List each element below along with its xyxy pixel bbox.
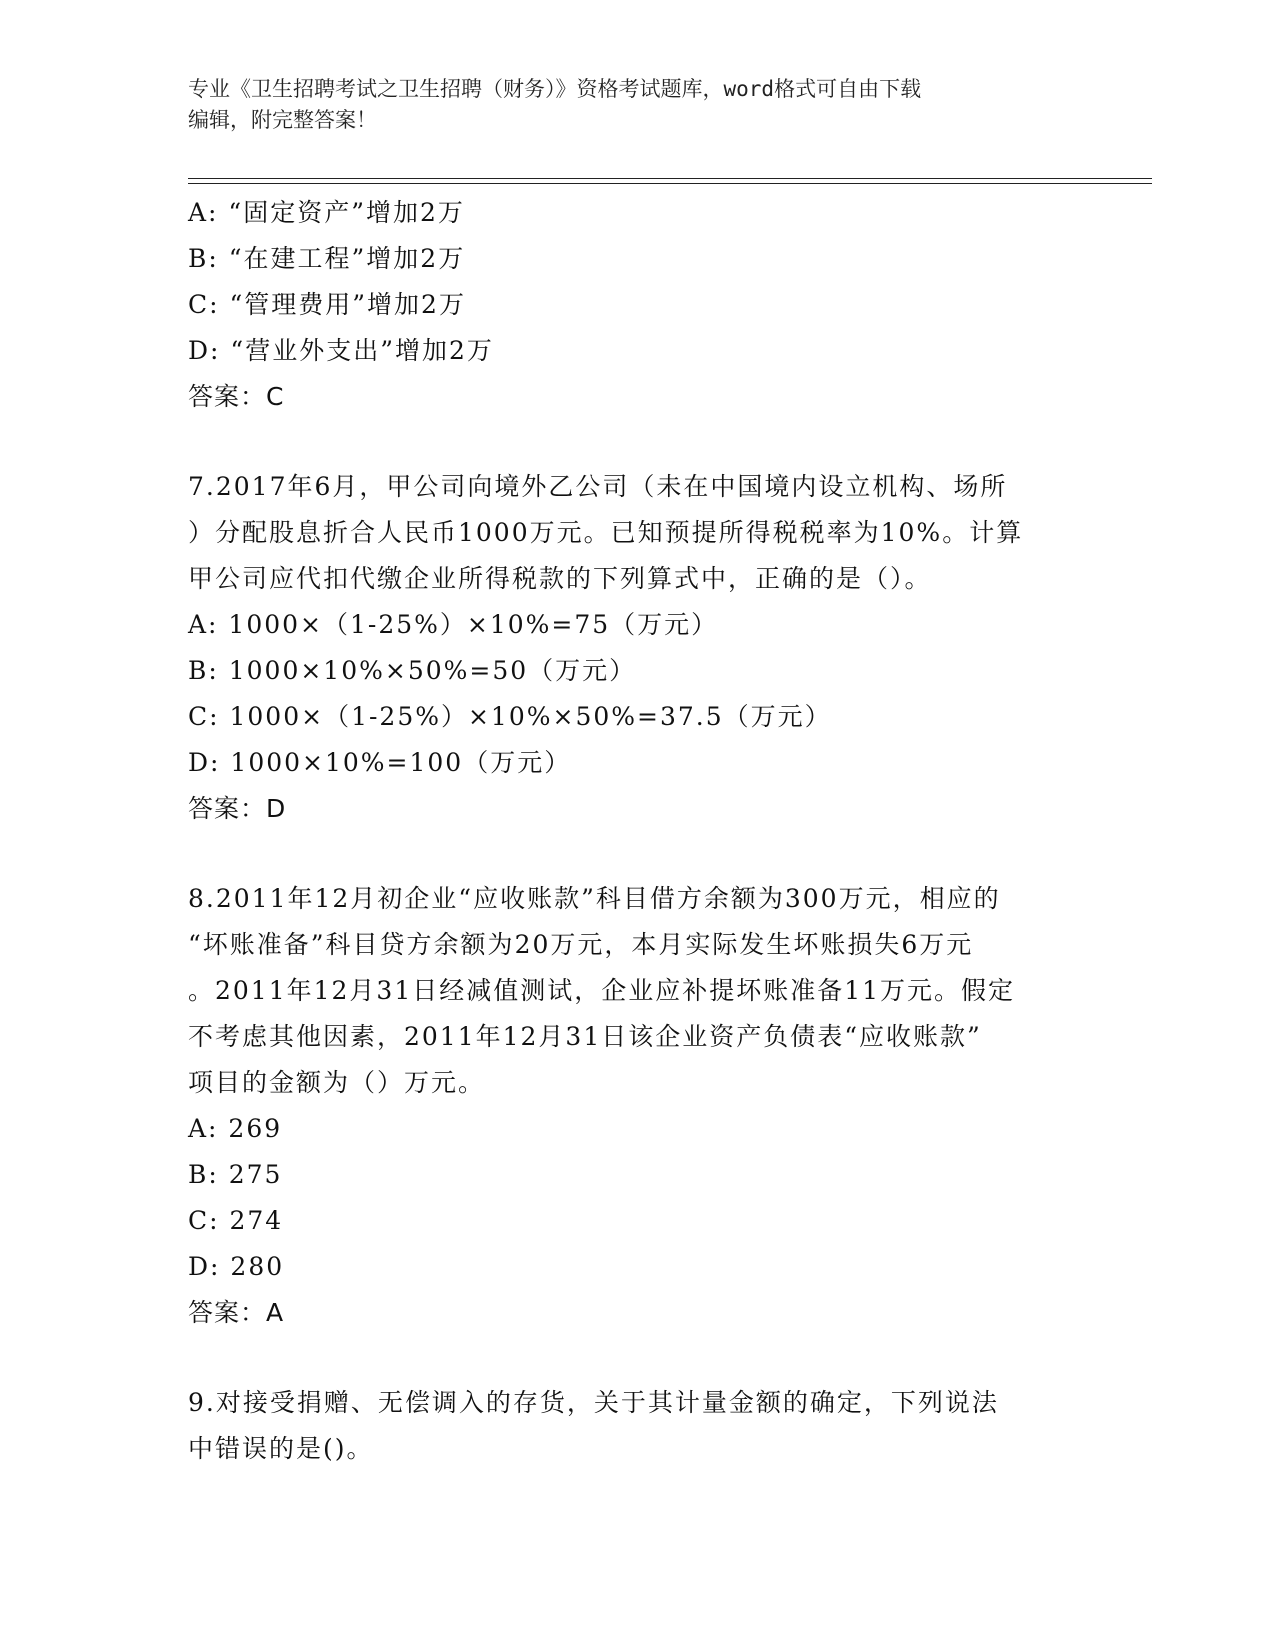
page-header	[188, 74, 1088, 136]
header-divider-bottom	[188, 183, 1152, 184]
answer-line: 答案：D	[188, 794, 287, 823]
option-d: D: 280	[188, 1252, 285, 1281]
question-text-line: 9.对接受捐赠、无偿调入的存货，关于其计量金额的确定，下列说法	[188, 1388, 999, 1417]
question-text-line: “坏账准备”科目贷方余额为20万元，本月实际发生坏账损失6万元	[188, 930, 974, 959]
spacer	[188, 420, 1088, 464]
answer-line: 答案：C	[188, 382, 285, 411]
option-b: B: 275	[188, 1160, 283, 1189]
option-a: A: 269	[188, 1114, 283, 1143]
option-c: C: “管理费用”增加2万	[188, 290, 466, 319]
header-divider-top	[188, 178, 1152, 179]
question-text-line: 项目的金额为（）万元。	[188, 1068, 486, 1097]
option-a: A: “固定资产”增加2万	[188, 198, 465, 227]
option-b: B: “在建工程”增加2万	[188, 244, 466, 273]
spacer	[188, 1336, 1088, 1380]
question-text-line: 中错误的是()。	[188, 1434, 374, 1463]
option-a: A: 1000×（1-25%）×10%=75（万元）	[188, 610, 719, 639]
question-text-line: 不考虑其他因素，2011年12月31日该企业资产负债表“应收账款”	[188, 1022, 982, 1051]
question-content	[188, 190, 1088, 1472]
option-c: C: 1000×（1-25%）×10%×50%=37.5（万元）	[188, 702, 832, 731]
header-line-2: 编辑，附完整答案！	[188, 108, 377, 132]
option-c: C: 274	[188, 1206, 284, 1235]
question-6-block	[188, 190, 1088, 420]
option-d: D: 1000×10%=100（万元）	[188, 748, 572, 777]
spacer	[188, 832, 1088, 876]
question-7-block	[188, 464, 1088, 832]
question-text-line: 。2011年12月31日经减值测试，企业应补提坏账准备11万元。假定	[188, 976, 1016, 1005]
option-d: D: “营业外支出”增加2万	[188, 336, 494, 365]
option-b: B: 1000×10%×50%=50（万元）	[188, 656, 637, 685]
question-text-line: ）分配股息折合人民币1000万元。已知预提所得税税率为10%。计算	[188, 518, 1024, 547]
answer-line: 答案：A	[188, 1298, 285, 1327]
question-text-line: 甲公司应代扣代缴企业所得税款的下列算式中，正确的是（）。	[188, 564, 932, 593]
question-text-line: 8.2011年12月初企业“应收账款”科目借方余额为300万元，相应的	[188, 884, 1001, 913]
question-text-line: 7.2017年6月，甲公司向境外乙公司（未在中国境内设立机构、场所	[188, 472, 1008, 501]
header-line-1: 专业《卫生招聘考试之卫生招聘（财务）》资格考试题库，word格式可自由下载	[188, 77, 922, 101]
question-9-block	[188, 1380, 1088, 1472]
question-8-block	[188, 876, 1088, 1336]
